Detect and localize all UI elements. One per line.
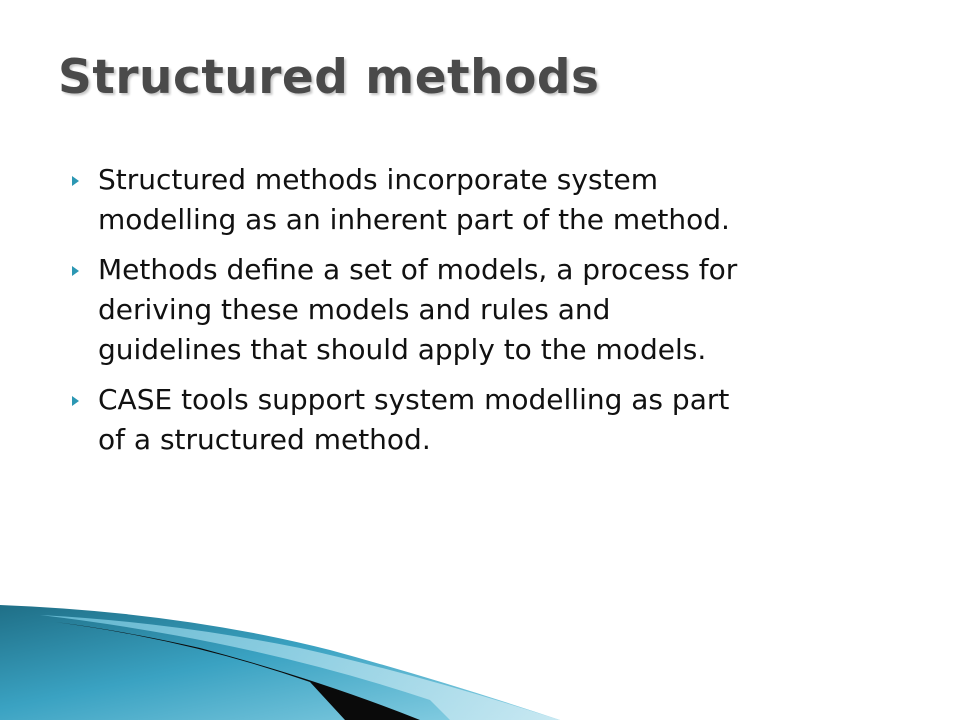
- bullet-item: [70, 250, 920, 370]
- bullet-list: [70, 160, 920, 470]
- bullet-text: Structured methods incorporate system modelling as an inherent part of the method.: [98, 163, 730, 236]
- triangle-right-icon: [72, 266, 79, 276]
- bullet-item: [70, 380, 920, 460]
- bullet-text: Methods define a set of models, a process for deriving these models and rules and guidelines that should apply to the models.: [98, 253, 738, 366]
- slide-title: Structured methods: [58, 50, 600, 105]
- triangle-right-icon: [72, 396, 79, 406]
- triangle-right-icon: [72, 176, 79, 186]
- bullet-text: CASE tools support system modelling as part of a structured method.: [98, 383, 730, 456]
- bullet-item: [70, 160, 920, 240]
